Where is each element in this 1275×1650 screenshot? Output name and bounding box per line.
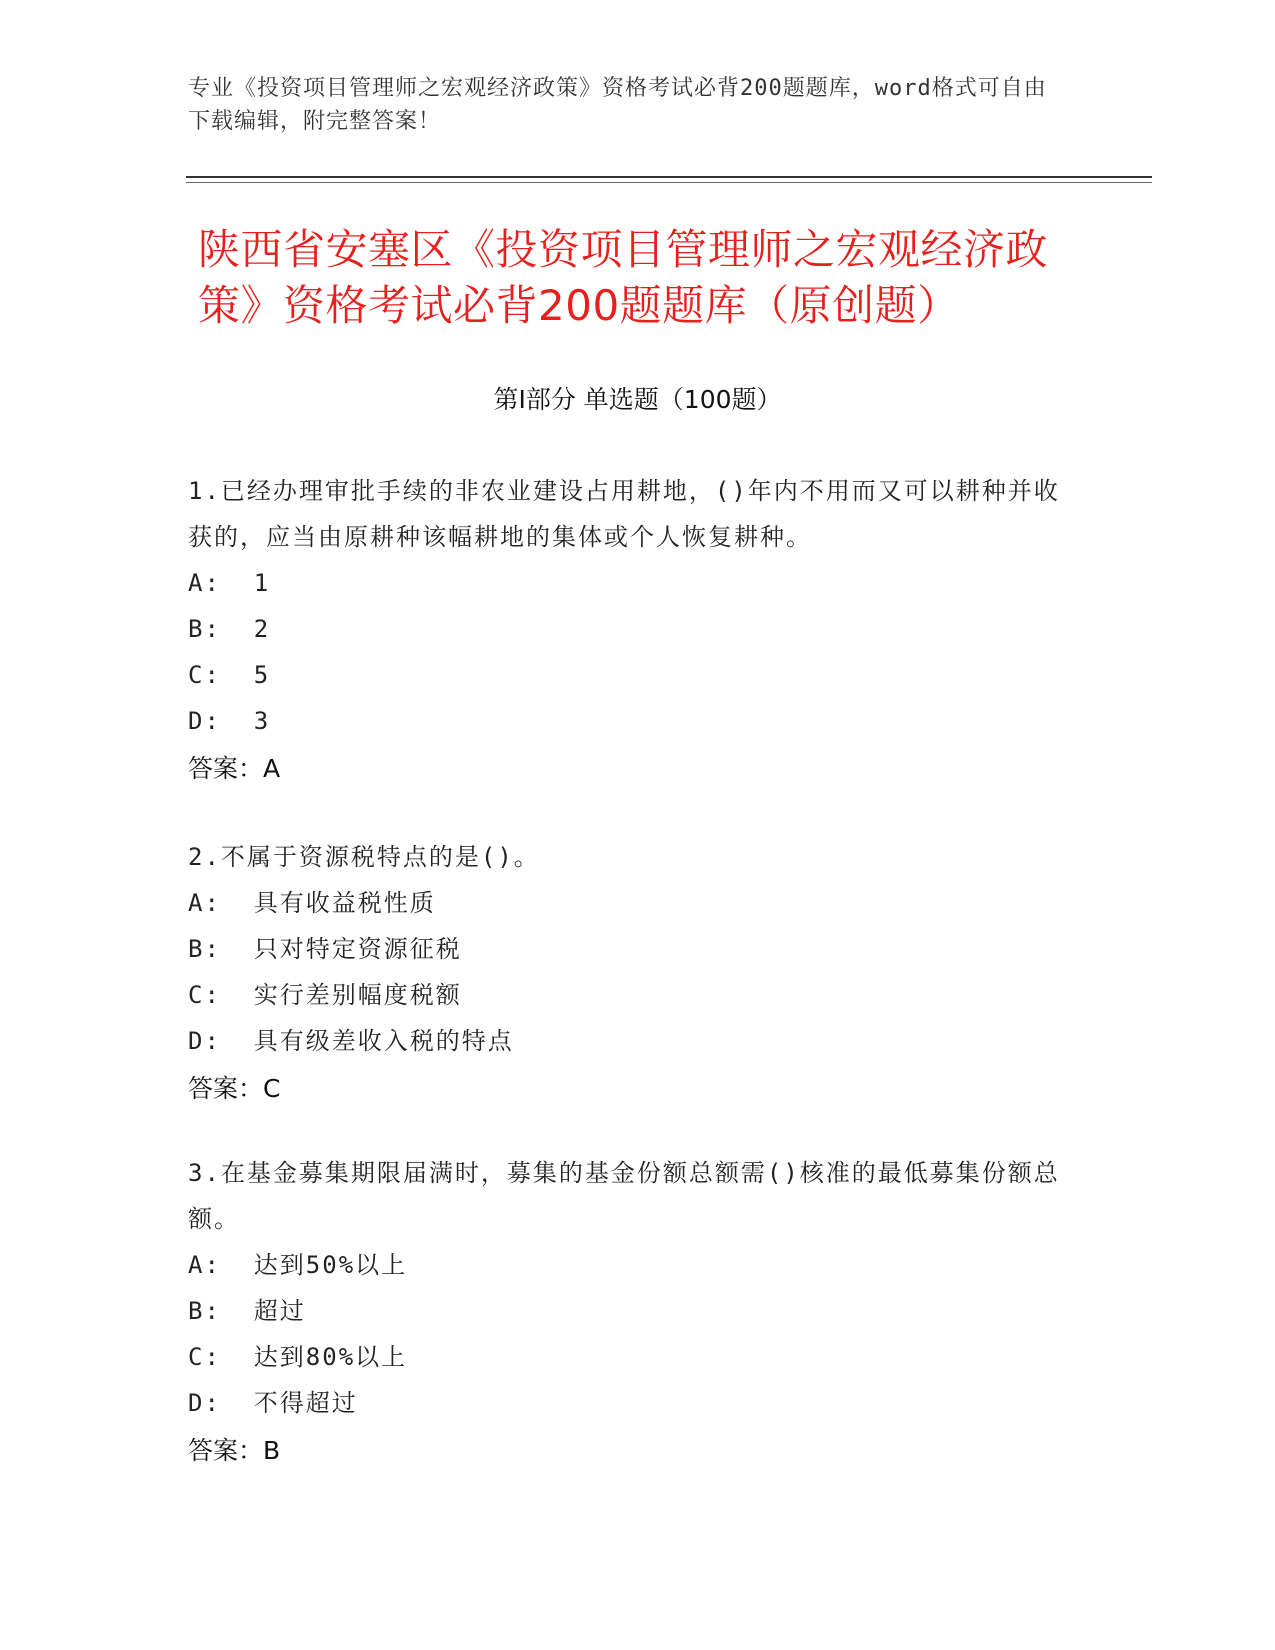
option-a: A: 1 <box>188 569 271 597</box>
option-d: D: 3 <box>188 707 271 735</box>
question-stem: 3.在基金募集期限届满时，募集的基金份额总额需()核准的最低募集份额总额。 <box>188 1159 1060 1233</box>
option-a: A: 具有收益税性质 <box>188 889 436 917</box>
header-note: 专业《投资项目管理师之宏观经济政策》资格考试必背200题题库，word格式可自由下载编辑，附完整答案！ <box>188 76 1047 134</box>
option-b: B: 2 <box>188 615 271 643</box>
question-1 <box>188 468 1068 792</box>
option-d: D: 不得超过 <box>188 1389 358 1417</box>
option-c: C: 实行差别幅度税额 <box>188 981 462 1009</box>
answer: 答案：C <box>188 1074 281 1103</box>
option-b: B: 超过 <box>188 1297 306 1325</box>
option-d: D: 具有级差收入税的特点 <box>188 1027 514 1055</box>
option-a: A: 达到50%以上 <box>188 1251 408 1279</box>
question-3 <box>188 1150 1068 1474</box>
header-divider-thick <box>186 176 1152 178</box>
section-title: 第I部分 单选题（100题） <box>493 385 782 414</box>
question-stem: 2.不属于资源税特点的是()。 <box>188 843 540 871</box>
document-title: 陕西省安塞区《投资项目管理师之宏观经济政策》资格考试必背200题题库（原创题） <box>198 225 1049 330</box>
question-stem: 1.已经办理审批手续的非农业建设占用耕地，()年内不用而又可以耕种并收获的，应当由原耕种该幅耕地的集体或个人恢复耕种。 <box>188 477 1060 551</box>
option-c: C: 达到80%以上 <box>188 1343 408 1371</box>
question-2 <box>188 834 1068 1112</box>
option-c: C: 5 <box>188 661 271 689</box>
answer: 答案：A <box>188 754 281 783</box>
answer: 答案：B <box>188 1436 281 1465</box>
header-divider-thin <box>186 182 1152 183</box>
option-b: B: 只对特定资源征税 <box>188 935 462 963</box>
